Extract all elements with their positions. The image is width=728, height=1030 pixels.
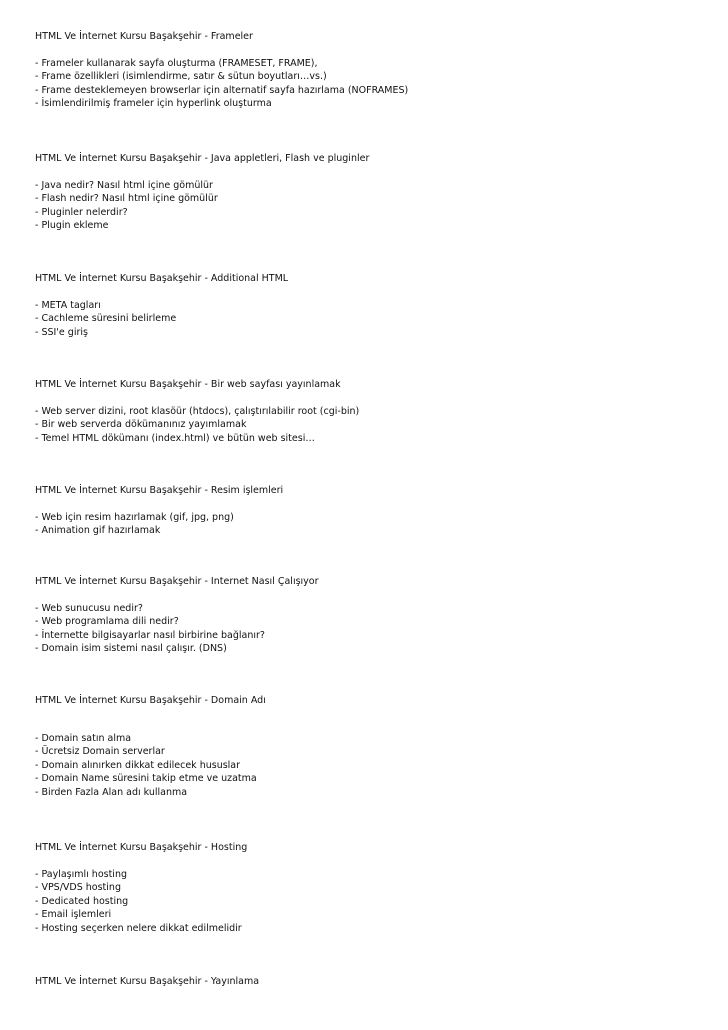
list-item: - İnternette bilgisayarlar nasıl birbirine bağlanır? [35,629,265,641]
section-internet-nasil [35,575,695,656]
list-item: - Temel HTML dökümanı (index.html) ve bütün web sitesi… [35,432,315,444]
list-item: - Plugin ekleme [35,220,109,232]
list-item: - Web server dizini, root klasöür (htdocs), çalıştırılabilir root (cgi-bin) [35,405,360,417]
list-item: - Domain alınırken dikkat edilecek hususlar [35,759,241,771]
list-item: - Email işlemleri [35,909,112,921]
item-list [35,405,695,446]
section-web-yayinlamak [35,378,695,445]
section-heading: HTML Ve İnternet Kursu Başakşehir - Additional HTML [35,273,289,284]
list-item: - Birden Fazla Alan adı kullanma [35,786,188,798]
section-heading: HTML Ve İnternet Kursu Başakşehir - Yayınlama [35,976,260,987]
list-item: - Flash nedir? Nasıl html içine gömülür [35,193,218,205]
item-list [35,602,695,656]
list-item: - Bir web serverda dökümanınız yayımlamak [35,419,247,431]
item-list [35,868,695,936]
list-item: - Animation gif hazırlamak [35,525,161,537]
section-heading: HTML Ve İnternet Kursu Başakşehir - Bir web sayfası yayınlamak [35,379,341,390]
section-domain-adi [35,694,695,800]
section-hosting [35,841,695,936]
list-item: - Web için resim hazırlamak (gif, jpg, png) [35,511,234,523]
list-item: - SSI'e giriş [35,326,88,338]
item-list [35,299,695,340]
section-resim-islemleri [35,484,695,538]
list-item: - VPS/VDS hosting [35,882,121,894]
list-item: - Pluginler nelerdir? [35,206,128,218]
list-item: - Domain isim sistemi nasıl çalışır. (DNS) [35,643,227,655]
list-item: - Web programlama dili nedir? [35,616,179,628]
section-java-flash [35,152,695,233]
list-item: - Domain Name süresini takip etme ve uzatma [35,773,257,785]
list-item: - Cachleme süresini belirleme [35,313,177,325]
list-item: - Frameler kullanarak sayfa oluşturma (FRAMESET, FRAME), [35,57,318,69]
section-frameler [35,30,695,111]
list-item: - Dedicated hosting [35,895,129,907]
list-item: - İsimlendirilmiş frameler için hyperlink oluşturma [35,98,272,110]
list-item: - Java nedir? Nasıl html içine gömülür [35,179,213,191]
item-list [35,57,695,111]
list-item: - META tagları [35,299,101,311]
section-heading: HTML Ve İnternet Kursu Başakşehir - Domain Adı [35,695,266,706]
list-item: - Ücretsiz Domain serverlar [35,746,165,758]
list-item: - Frame özellikleri (isimlendirme, satır & sütun boyutları…vs.) [35,71,327,83]
list-item: - Web sunucusu nedir? [35,602,143,614]
list-item: - Paylaşımlı hosting [35,868,127,880]
section-heading: HTML Ve İnternet Kursu Başakşehir - Internet Nasıl Çalışıyor [35,576,319,587]
section-additional-html [35,272,695,339]
section-yayinlama [35,975,695,989]
section-heading: HTML Ve İnternet Kursu Başakşehir - Hosting [35,842,248,853]
list-item: - Domain satın alma [35,732,132,744]
list-item: - Frame desteklemeyen browserlar için alternatif sayfa hazırlama (NOFRAMES) [35,84,409,96]
section-heading: HTML Ve İnternet Kursu Başakşehir - Java appletleri, Flash ve pluginler [35,153,370,164]
list-item: - Hosting seçerken nelere dikkat edilmelidir [35,922,242,934]
item-list [35,732,695,800]
section-heading: HTML Ve İnternet Kursu Başakşehir - Frameler [35,31,253,42]
item-list [35,511,695,538]
section-heading: HTML Ve İnternet Kursu Başakşehir - Resim işlemleri [35,485,284,496]
item-list [35,179,695,233]
